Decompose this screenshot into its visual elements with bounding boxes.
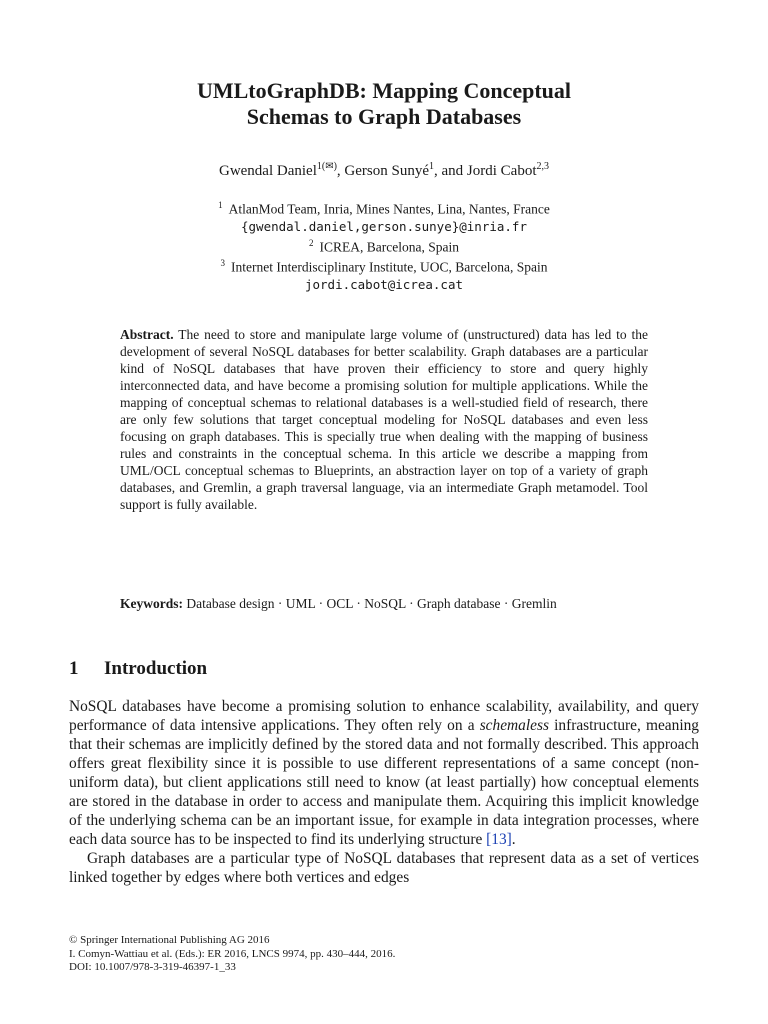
- footer-doi: DOI: 10.1007/978-3-319-46397-1_33: [69, 961, 236, 973]
- citation-link[interactable]: [13]: [486, 831, 512, 848]
- body-text: [69, 697, 699, 887]
- keywords-text: Database design · UML · OCL · NoSQL · Graph database · Gremlin: [186, 596, 557, 611]
- section-heading: [69, 658, 699, 680]
- author-1: Gwendal Daniel: [218, 163, 317, 179]
- affiliation-2: [0, 235, 768, 256]
- paragraph: [69, 697, 699, 849]
- section-number: 1: [69, 658, 79, 679]
- author-3: Jordi Cabot: [466, 163, 537, 179]
- author-list: [0, 161, 768, 180]
- affiliation-text: Internet Interdisciplinary Institute, UOC, Barcelona, Spain: [231, 259, 548, 275]
- abstract-label: Abstract.: [120, 327, 174, 342]
- affiliations: [0, 197, 768, 293]
- title-line-2: Schemas to Graph Databases: [246, 104, 522, 129]
- affiliation-number: 3: [220, 258, 226, 268]
- author-2: Gerson Sunyé: [344, 163, 429, 179]
- emphasis-text: schemaless: [479, 717, 549, 734]
- email-3[interactable]: jordi.cabot@icrea.cat: [304, 276, 464, 292]
- affiliation-1: [0, 197, 768, 218]
- keywords-label: Keywords:: [120, 596, 183, 611]
- affiliation-number: 2: [309, 237, 314, 248]
- author-2-affil: 1: [429, 161, 434, 172]
- affiliation-3: [0, 255, 768, 276]
- abstract: [120, 326, 648, 513]
- keywords: [120, 595, 648, 612]
- footer-citation: I. Comyn-Wattiau et al. (Eds.): ER 2016, LNCS 9974, pp. 430–444, 2016.: [69, 947, 396, 960]
- copyright-footer: [69, 934, 699, 975]
- paragraph-text: NoSQL databases have become a promising solution to enhance scalability, availability, and query performance of data intensive applications. They often rely on a: [69, 698, 699, 734]
- affiliation-text: ICREA, Barcelona, Spain: [319, 239, 459, 254]
- affiliation-number: 1: [218, 200, 223, 210]
- paragraph: Graph databases are a particular type of NoSQL databases that represent data as a set of vertices linked together by edges where both vertices and edges: [69, 850, 699, 886]
- author-3-affil: 2,3: [536, 161, 550, 172]
- author-separator: ,: [336, 163, 345, 179]
- paragraph-text: infrastructure, meaning that their schemas are implicitly defined by the stored data and not formally described. This approach offers great flexibility since it is possible to use different representations of a same concept (non-uniform data), but client applications still need to know (at least partially) how conceptual elements are stored in the database in order to access and manipulate them. Acquiring this implicit knowledge of the underlying schema can be an important issue, for example in data integration processes, where each data source has to be inspected to find its underlying structure: [69, 717, 699, 848]
- footer-copyright: © Springer International Publishing AG 2016: [69, 934, 270, 946]
- affiliation-text: AtlanMod Team, Inria, Mines Nantes, Lina, Nantes, France: [228, 201, 550, 217]
- section-title: Introduction: [104, 658, 208, 679]
- author-1-affil: 1(✉): [316, 161, 337, 172]
- paper-title: [0, 78, 768, 130]
- title-line-1: UMLtoGraphDB: Mapping Conceptual: [196, 78, 572, 103]
- paragraph-text: .: [511, 831, 516, 848]
- author-separator: , and: [434, 163, 467, 179]
- abstract-text: The need to store and manipulate large volume of (unstructured) data has led to the development of several NoSQL databases for better scalability. Graph databases are a particular kind of NoSQL databases that have proven their efficiency to store and query highly interconnected data, and have become a promising solution for multiple applications. While the mapping of conceptual schemas to relational databases is a well-studied field of research, there are only few solutions that target conceptual modeling for NoSQL databases and even less focusing on graph databases. This is specially true when dealing with the mapping of business rules and constraints in the conceptual schema. In this article we describe a mapping from UML/OCL conceptual schemas to Blueprints, an abstraction layer on top of a variety of graph databases, and Gremlin, a graph traversal language, via an intermediate Graph metamodel. Tool support is fully available.: [120, 327, 648, 512]
- email-1[interactable]: {gwendal.daniel,gerson.sunye}@inria.fr: [241, 218, 527, 234]
